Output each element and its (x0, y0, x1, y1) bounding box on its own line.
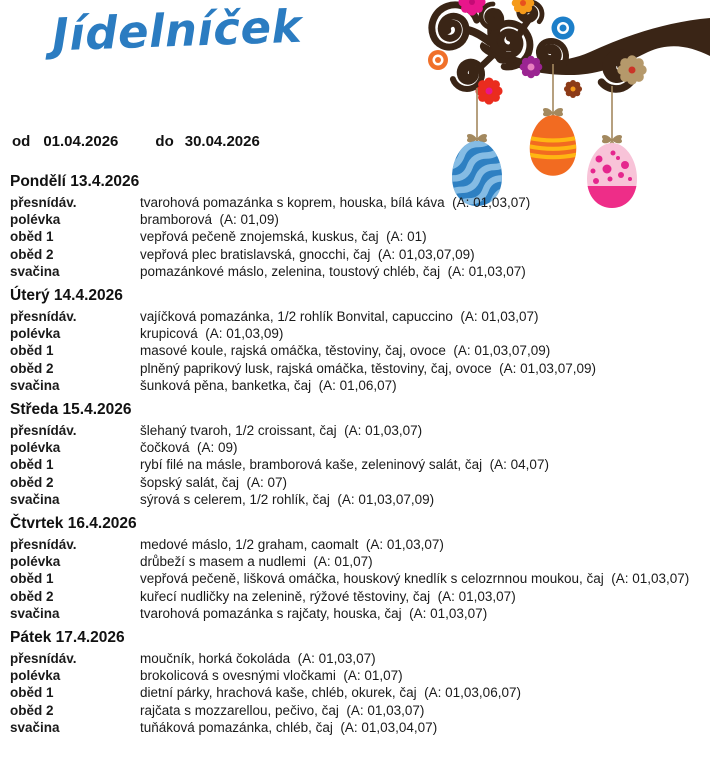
meal-description: dietní párky, hrachová kaše, chléb, okurek, čaj (A: 01,03,06,07) (140, 685, 521, 701)
meal-label: oběd 1 (10, 229, 54, 245)
meal-row (10, 456, 704, 473)
day-header: Čtvrtek 16.4.2026 (10, 515, 137, 533)
meal-row (10, 588, 704, 605)
meal-description: čočková (A: 09) (140, 440, 238, 456)
meal-description: moučník, horká čokoláda (A: 01,03,07) (140, 651, 376, 667)
meal-description: vepřová pečeně, lišková omáčka, houskový knedlík s celozrnnou moukou, čaj (A: 01,03,07) (140, 571, 690, 587)
meal-description: pomazánkové máslo, zelenina, toustový chléb, čaj (A: 01,03,07) (140, 263, 526, 279)
meal-row (10, 308, 704, 325)
meal-label: svačina (10, 377, 60, 393)
meal-label: oběd 1 (10, 457, 54, 473)
meal-row (10, 194, 704, 211)
meal-row (10, 342, 704, 359)
date-from-value: 01.04.2026 (43, 133, 119, 150)
meal-label: přesnídáv. (10, 423, 77, 439)
meal-label: přesnídáv. (10, 537, 77, 553)
date-from-label: od (12, 133, 31, 150)
meal-description: šopský salát, čaj (A: 07) (140, 474, 288, 490)
meal-label: oběd 2 (10, 588, 54, 604)
meal-row (10, 667, 704, 684)
blue-flower-icon (552, 17, 575, 40)
menu-days (10, 166, 704, 736)
meal-row (10, 377, 704, 394)
meal-label: oběd 1 (10, 685, 54, 701)
meal-row (10, 684, 704, 701)
meal-description: šlehaný tvaroh, 1/2 croissant, čaj (A: 01,03,07) (140, 423, 423, 439)
meal-label: oběd 2 (10, 246, 54, 262)
meal-label: svačina (10, 263, 60, 279)
meal-description: drůbeží s masem a nudlemi (A: 01,07) (140, 554, 373, 570)
date-range (12, 133, 260, 150)
day-block-monday (10, 166, 704, 280)
meal-label: oběd 1 (10, 571, 54, 587)
meal-description: vepřová pečeně znojemská, kuskus, čaj (A: 01) (140, 229, 427, 245)
meal-description: plněný paprikový lusk, rajská omáčka, těstoviny, čaj, ovoce (A: 01,03,07,09) (140, 360, 596, 376)
meal-description: tvarohová pomazánka s rajčaty, houska, čaj (A: 01,03,07) (140, 605, 488, 621)
meal-row (10, 246, 704, 263)
meal-row (10, 325, 704, 342)
meal-label: přesnídáv. (10, 651, 77, 667)
day-block-friday (10, 622, 704, 736)
orange-flower-icon (428, 50, 448, 70)
meal-row (10, 536, 704, 553)
meal-description: sýrová s celerem, 1/2 rohlík, čaj (A: 01,03,07,09) (140, 491, 435, 507)
meal-description: vepřová plec bratislavská, gnocchi, čaj (A: 01,03,07,09) (140, 246, 475, 262)
date-to-label: do (155, 133, 174, 150)
meal-label: polévka (10, 554, 61, 570)
meal-row (10, 650, 704, 667)
day-block-tuesday (10, 280, 704, 394)
day-header: Úterý 14.4.2026 (10, 287, 123, 305)
meal-label: polévka (10, 326, 61, 342)
meal-description: kuřecí nudličky na zelenině, rýžové těstoviny, čaj (A: 01,03,07) (140, 588, 516, 604)
meal-row (10, 263, 704, 280)
meal-label: oběd 2 (10, 702, 54, 718)
meal-description: rajčata s mozzarellou, pečivo, čaj (A: 01,03,07) (140, 702, 425, 718)
meal-description: bramborová (A: 01,09) (140, 212, 279, 228)
meal-description: tvarohová pomazánka s koprem, houska, bílá káva (A: 01,03,07) (140, 195, 531, 210)
meal-label: polévka (10, 440, 61, 456)
meal-row (10, 491, 704, 508)
meal-label: svačina (10, 719, 60, 735)
meal-row (10, 439, 704, 456)
meal-row (10, 211, 704, 228)
meal-description: medové máslo, 1/2 graham, caomalt (A: 01,03,07) (140, 537, 444, 553)
meal-description: krupicová (A: 01,03,09) (140, 326, 284, 342)
meal-label: svačina (10, 491, 60, 507)
meal-row (10, 570, 704, 587)
day-block-thursday (10, 508, 704, 622)
meal-row (10, 702, 704, 719)
meal-description: masové koule, rajská omáčka, těstoviny, čaj, ovoce (A: 01,03,07,09) (140, 343, 551, 359)
meal-row (10, 228, 704, 245)
day-header: Středa 15.4.2026 (10, 401, 132, 419)
meal-description: rybí filé na másle, bramborová kaše, zeleninový salát, čaj (A: 04,07) (140, 457, 549, 473)
meal-label: oběd 1 (10, 343, 54, 359)
meal-label: přesnídáv. (10, 195, 77, 210)
day-header: Pondělí 13.4.2026 (10, 173, 140, 190)
meal-row (10, 474, 704, 491)
meal-row (10, 422, 704, 439)
meal-description: brokolicová s ovesnými vločkami (A: 01,07) (140, 668, 403, 684)
meal-row (10, 553, 704, 570)
date-to-value: 30.04.2026 (184, 133, 260, 150)
meal-label: oběd 2 (10, 474, 54, 490)
meal-label: svačina (10, 605, 60, 621)
meal-description: šunková pěna, banketka, čaj (A: 01,06,07) (140, 377, 397, 393)
meal-row (10, 360, 704, 377)
day-block-wednesday (10, 394, 704, 508)
meal-label: polévka (10, 212, 61, 228)
meal-row (10, 605, 704, 622)
meal-description: tuňáková pomazánka, chléb, čaj (A: 01,03,04,07) (140, 719, 438, 735)
meal-row (10, 719, 704, 736)
meal-label: oběd 2 (10, 360, 54, 376)
day-header: Pátek 17.4.2026 (10, 629, 125, 647)
page-title: Jídelníček (51, 0, 303, 62)
meal-label: polévka (10, 668, 61, 684)
meal-description: vajíčková pomazánka, 1/2 rohlík Bonvital, capuccino (A: 01,03,07) (140, 309, 539, 325)
meal-label: přesnídáv. (10, 309, 77, 325)
